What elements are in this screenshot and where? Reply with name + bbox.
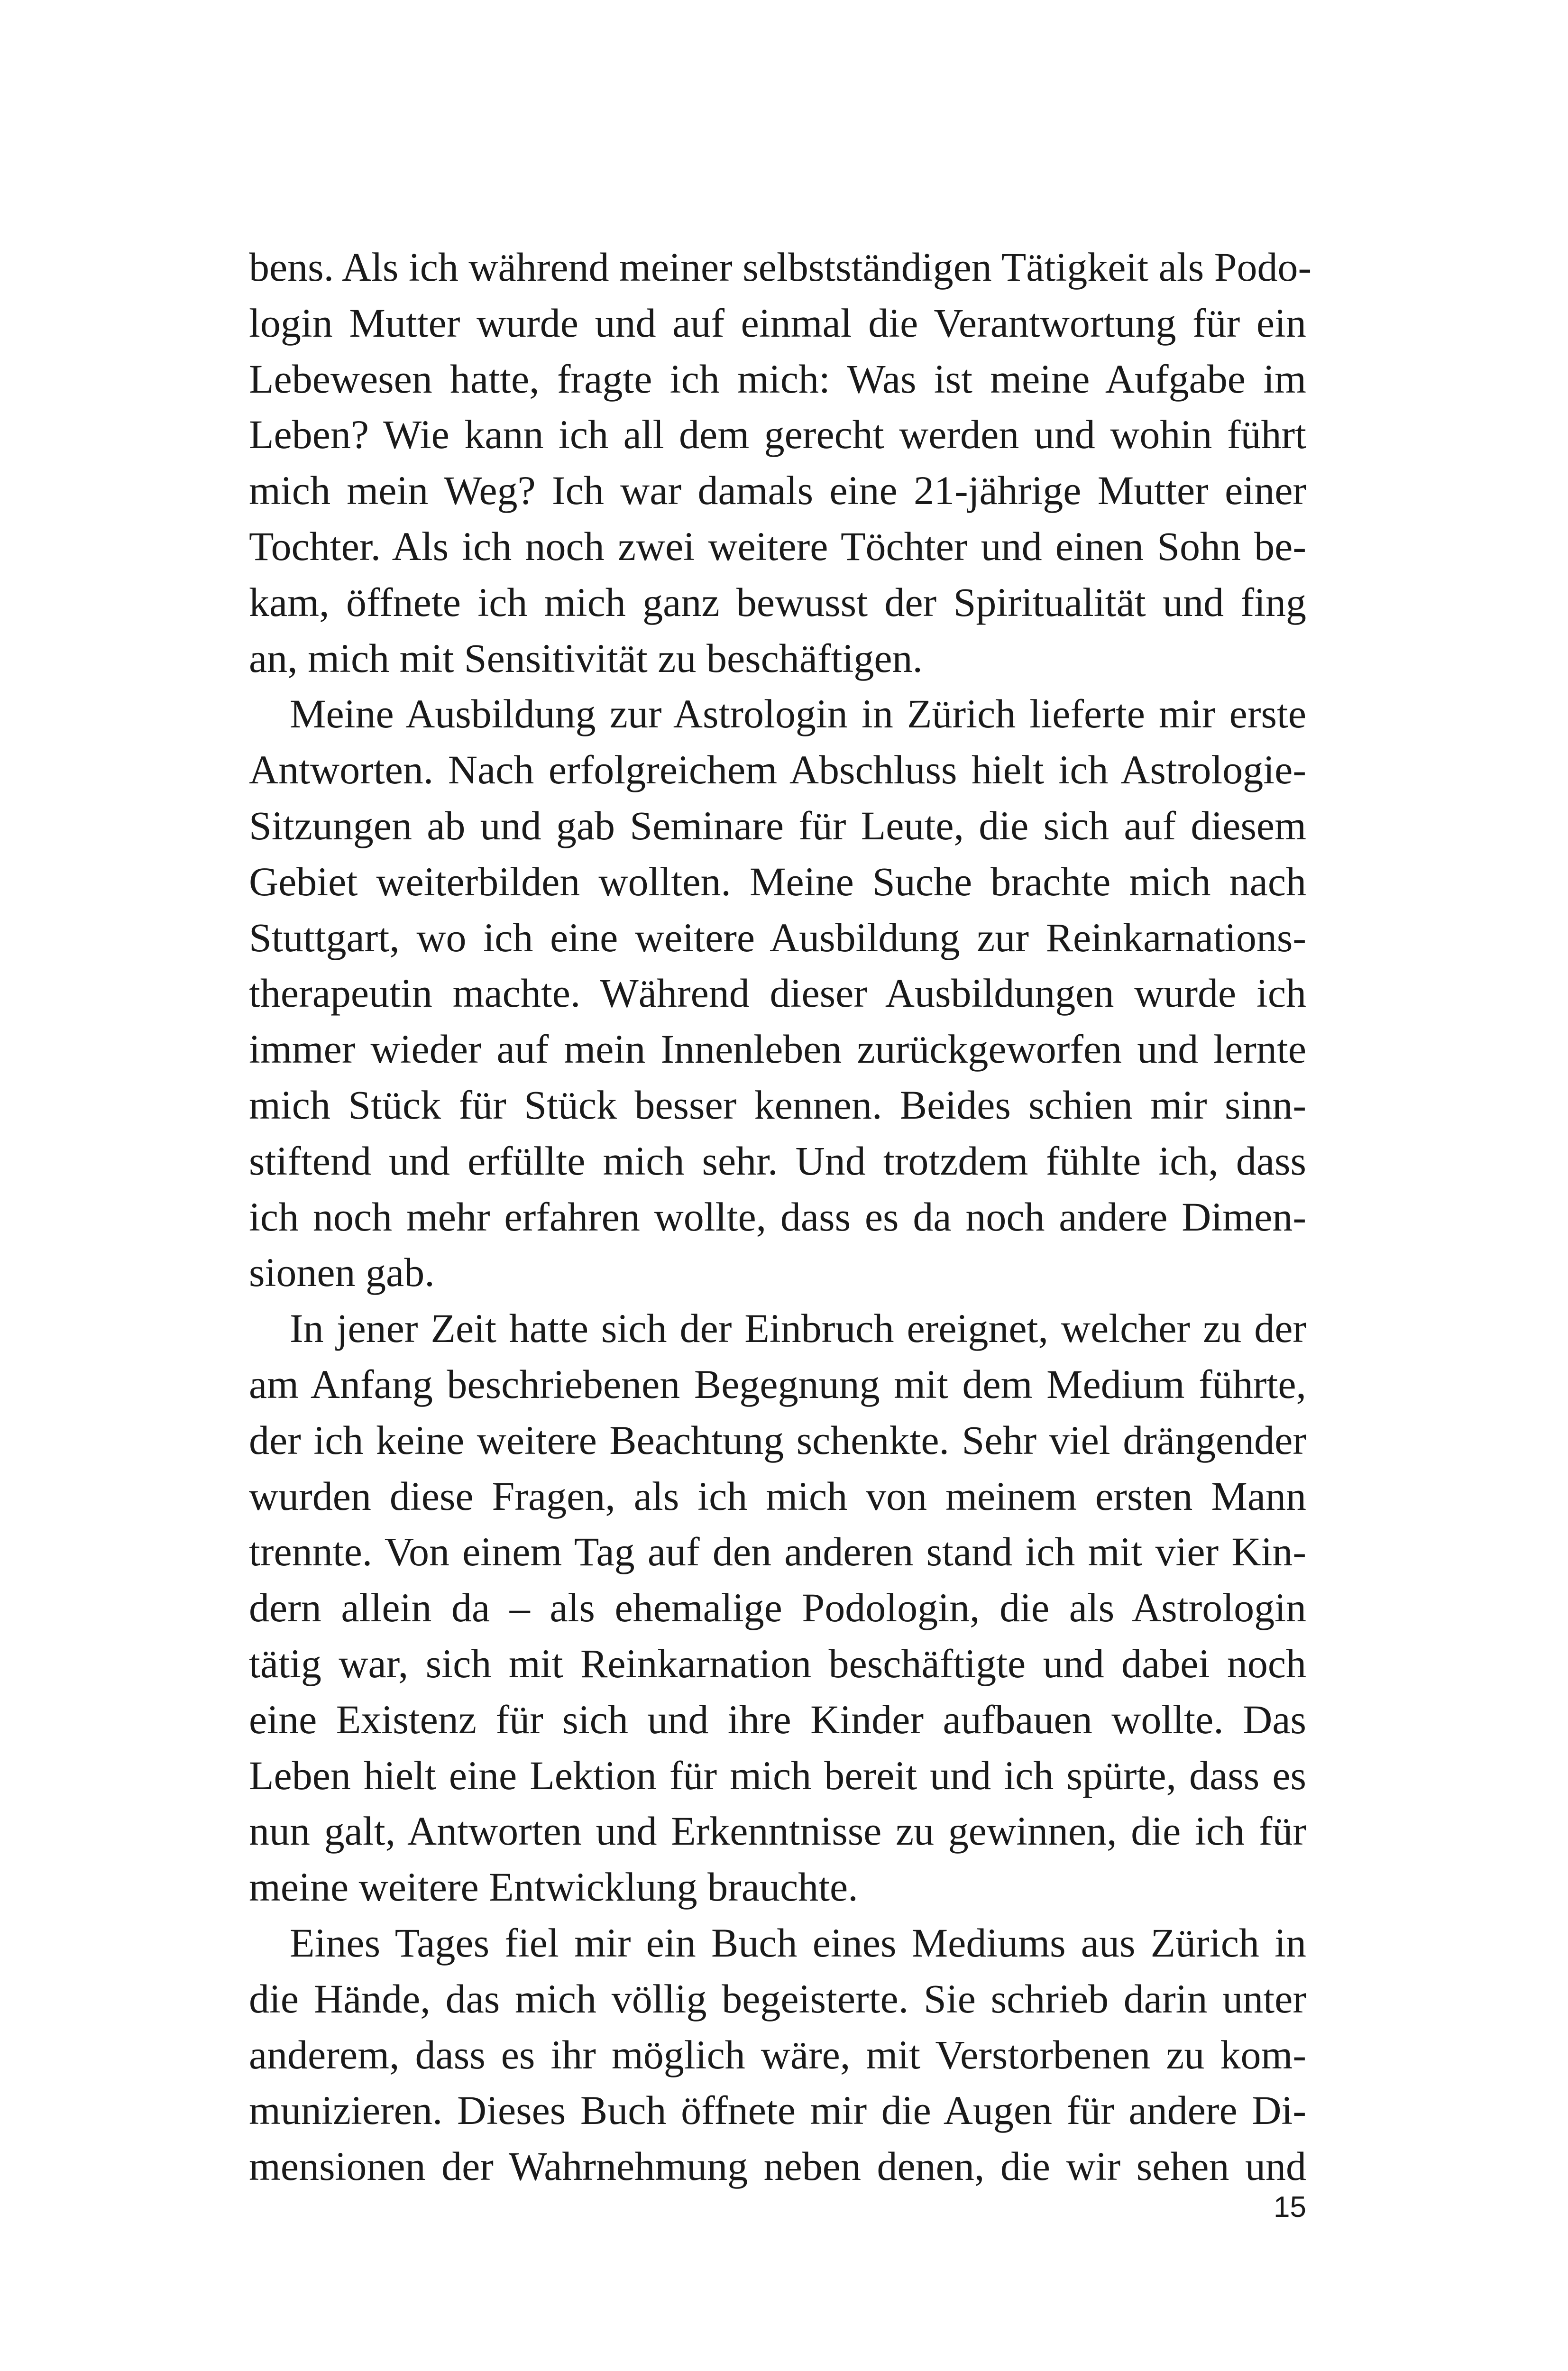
text-line: anderem, dass es ihr möglich wäre, mit Verstorbenen zu kom-	[249, 2031, 1306, 2077]
text-line: In jener Zeit hatte sich der Einbruch ereignet, welcher zu der	[290, 1305, 1306, 1351]
text-line: an, mich mit Sensitivität zu beschäftigen.	[249, 635, 923, 681]
text-line: Eines Tages fiel mir ein Buch eines Mediums aus Zürich in	[290, 1920, 1306, 1966]
text-line: Sitzungen ab und gab Seminare für Leute, die sich auf diesem	[249, 802, 1306, 848]
text-line: mich Stück für Stück besser kennen. Beides schien mir sinn-	[249, 1082, 1306, 1128]
text-line: munizieren. Dieses Buch öffnete mir die Augen für andere Di-	[249, 2087, 1306, 2133]
text-line: am Anfang beschriebenen Begegnung mit dem Medium führte,	[249, 1361, 1306, 1407]
text-line: meine weitere Entwicklung brauchte.	[249, 1864, 858, 1910]
text-line: sionen gab.	[249, 1250, 435, 1296]
body-text	[249, 239, 1312, 2195]
text-line: Lebewesen hatte, fragte ich mich: Was ist meine Aufgabe im	[249, 356, 1306, 402]
text-line: nun galt, Antworten und Erkenntnisse zu gewinnen, die ich für	[249, 1808, 1306, 1854]
text-line: ich noch mehr erfahren wollte, dass es da noch andere Dimen-	[249, 1194, 1306, 1240]
text-line: Gebiet weiterbilden wollten. Meine Suche brachte mich nach	[249, 858, 1306, 904]
text-line: dern allein da – als ehemalige Podologin, die als Astrologin	[249, 1585, 1306, 1631]
text-line: bens. Als ich während meiner selbstständigen Tätigkeit als Podo-	[249, 244, 1312, 290]
text-line: Meine Ausbildung zur Astrologin in Zürich lieferte mir erste	[290, 691, 1306, 737]
text-line: login Mutter wurde und auf einmal die Verantwortung für ein	[249, 300, 1306, 346]
text-line: wurden diese Fragen, als ich mich von meinem ersten Mann	[249, 1473, 1306, 1519]
text-line: Tochter. Als ich noch zwei weitere Töchter und einen Sohn be-	[249, 523, 1306, 569]
text-line: die Hände, das mich völlig begeisterte. Sie schrieb darin unter	[249, 1976, 1306, 2022]
text-line: Antworten. Nach erfolgreichem Abschluss hielt ich Astrologie-	[249, 747, 1306, 793]
text-line: eine Existenz für sich und ihre Kinder aufbauen wollte. Das	[249, 1696, 1306, 1742]
text-line: tätig war, sich mit Reinkarnation beschäftigte und dabei noch	[249, 1640, 1306, 1686]
text-line: trennte. Von einem Tag auf den anderen stand ich mit vier Kin-	[249, 1529, 1306, 1575]
text-line: Stuttgart, wo ich eine weitere Ausbildung zur Reinkarnations-	[249, 914, 1306, 960]
text-line: therapeutin machte. Während dieser Ausbildungen wurde ich	[249, 970, 1306, 1016]
text-line: immer wieder auf mein Innenleben zurückgeworfen und lernte	[249, 1026, 1306, 1072]
text-line: der ich keine weitere Beachtung schenkte. Sehr viel drängender	[249, 1417, 1306, 1463]
page-number: 15	[1274, 2191, 1306, 2224]
text-line: kam, öffnete ich mich ganz bewusst der Spiritualität und fing	[249, 579, 1306, 625]
text-line: Leben hielt eine Lektion für mich bereit und ich spürte, dass es	[249, 1752, 1306, 1798]
text-line: mich mein Weg? Ich war damals eine 21-jährige Mutter einer	[249, 468, 1306, 514]
text-line: mensionen der Wahrnehmung neben denen, die wir sehen und	[249, 2143, 1306, 2189]
text-line: Leben? Wie kann ich all dem gerecht werden und wohin führt	[249, 412, 1306, 458]
text-line: stiftend und erfüllte mich sehr. Und trotzdem fühlte ich, dass	[249, 1138, 1306, 1184]
